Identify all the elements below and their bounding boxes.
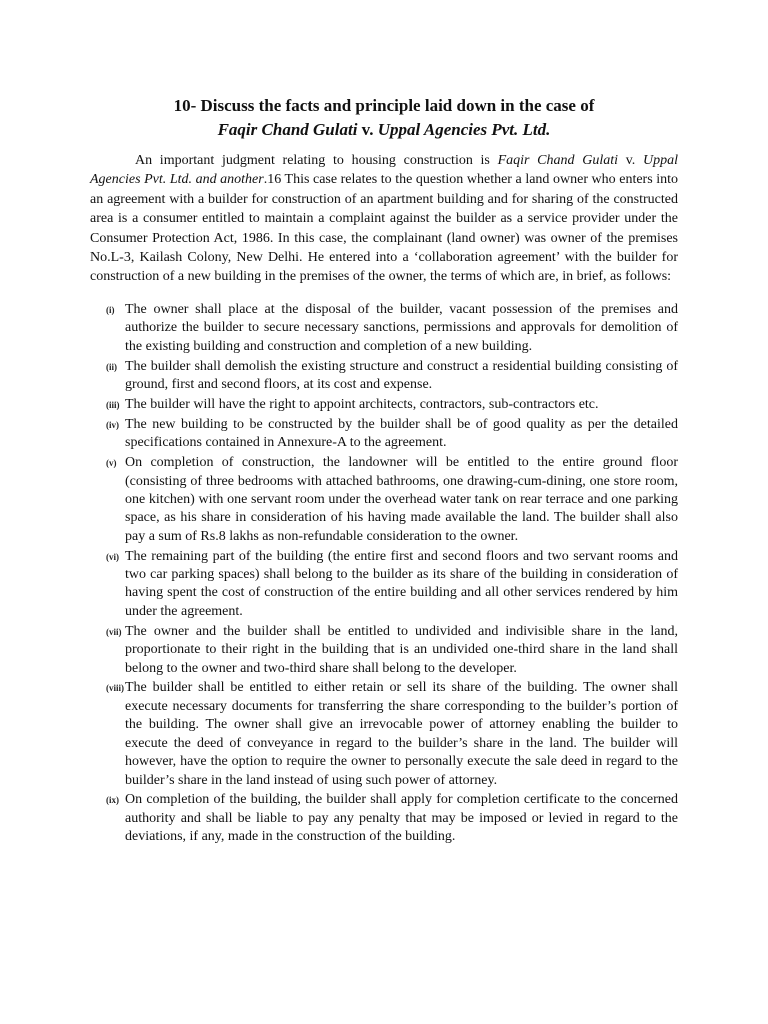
list-item-text: The builder will have the right to appoint architects, contractors, sub-contractors etc.	[125, 396, 599, 412]
intro-case-party-1: Faqir Chand Gulati	[497, 153, 618, 168]
list-item	[90, 396, 678, 414]
list-item-text: On completion of the building, the builder shall apply for completion certificate to the concerned authority and shall be liable to pay any penalty that may be imposed or levied in regard to the deviations, if any, made in the construction of the building.	[125, 792, 678, 845]
list-item-text: The owner shall place at the disposal of the builder, vacant possession of the premises and authorize the builder to secure necessary sanctions, permissions and approvals for demolition of the existing building and construction and completion of a new building.	[125, 301, 678, 354]
list-item-number: (iii)	[106, 399, 120, 410]
list-item	[90, 416, 678, 453]
heading-party-2: Uppal Agencies Pvt. Ltd.	[377, 120, 551, 139]
list-item-number: (iv)	[106, 419, 119, 430]
list-item-text: The builder shall be entitled to either retain or sell its share of the building. The owner shall execute necessary documents for transferring the share corresponding to the builder’s portion of the building. The owner shall give an irrevocable power of attorney enabling the builder to execute the deed of conveyance in regard to the builder’s share in the land. The builder will however, have the option to require the owner to personally execute the sale deed in regard to the builder’s share in the land instead of using such power of attorney.	[125, 680, 678, 788]
list-item-number: (vii)	[106, 626, 122, 637]
intro-paragraph	[90, 151, 678, 287]
list-item-text: On completion of construction, the landowner will be entitled to the entire ground floor (consisting of three bedrooms with attached bathrooms, one drawing-cum-dining, one store room, one kitchen) with one servant room under the overhead water tank on rear terrace and one parking space, as his share in consideration of his having made available the land. The builder shall also pay a sum of Rs.8 lakhs as non-refundable consideration to the owner.	[125, 455, 678, 544]
list-item-text: The owner and the builder shall be entitled to undivided and indivisible share in the land, proportionate to their right in the building that is an undivided one-third share in the land shall belong to the owner and two-third share shall belong to the developer.	[125, 623, 678, 676]
list-item-number: (vi)	[106, 551, 119, 562]
heading-party-1: Faqir Chand Gulati	[217, 120, 358, 139]
list-item-number: (i)	[106, 304, 115, 315]
heading-question: 10- Discuss the facts and principle laid down in the case of	[173, 96, 595, 115]
list-item	[90, 623, 678, 678]
list-item-number: (ix)	[106, 795, 119, 806]
agreement-terms-list	[90, 301, 678, 847]
list-item	[90, 548, 678, 622]
intro-text-1: An important judgment relating to housing construction is	[135, 153, 498, 168]
list-item	[90, 301, 678, 356]
page-heading	[90, 94, 678, 142]
intro-case-party-2: Uppal Agencies Pvt. Ltd. and another	[90, 153, 678, 188]
list-item-text: The new building to be constructed by the builder shall be of good quality as per the detailed specifications contained in Annexure-A to the agreement.	[125, 416, 678, 451]
list-item-number: (ii)	[106, 361, 117, 372]
list-item	[90, 454, 678, 546]
heading-case-title	[90, 118, 678, 142]
intro-text-3: .16 This case relates to the question whether a land owner who enters into an agreement with a builder for construction of an apartment building and for sharing of the constructed area is a consumer entitled to maintain a complaint against the builder as a service provider under the Consumer Protection Act, 1986. In this case, the complainant (land owner) was owner of the premises No.L-3, Kailash Colony, New Delhi. He entered into a ‘collaboration agreement’ with the builder for construction of a new building in the premises of the owner, the terms of which are, in brief, as follows:	[90, 172, 679, 285]
list-item-number: (viii)	[106, 683, 124, 694]
heading-versus: v.	[361, 120, 374, 139]
list-item-text: The builder shall demolish the existing structure and construct a residential building consisting of ground, first and second floors, at its cost and expense.	[125, 358, 678, 392]
list-item-text: The remaining part of the building (the entire first and second floors and two servant rooms and two car parking spaces) shall belong to the builder as its share of the building in consideration of having spent the cost of construction of the entire building and all other services rendered by him under the agreement.	[125, 548, 678, 619]
list-item-number: (v)	[106, 458, 117, 469]
list-item	[90, 358, 678, 395]
intro-text-2: v.	[618, 153, 643, 168]
list-item	[90, 679, 678, 789]
list-item	[90, 791, 678, 846]
